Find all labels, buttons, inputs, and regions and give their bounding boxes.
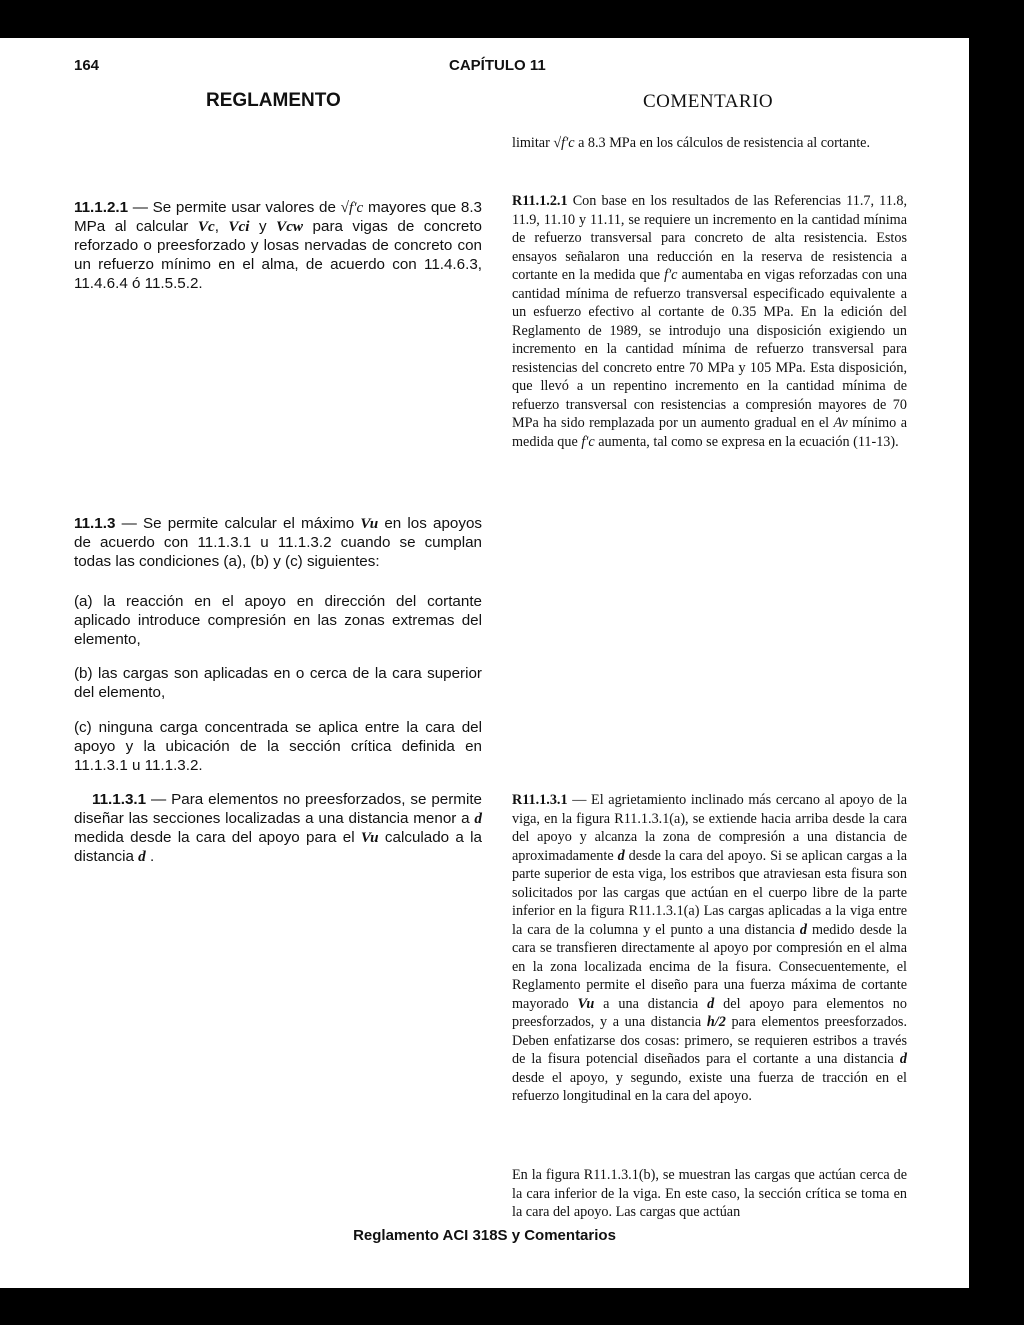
list-item-c: (c) ninguna carga concentrada se aplica entre la cara del apoyo y la ubicación de la sección crítica definida en 11.1.3.1 u 11.1.3.2.: [74, 719, 482, 774]
section-number: 11.1.3: [74, 515, 116, 532]
fc-symbol: f′c: [664, 267, 678, 283]
section-number: 11.1.3.1: [92, 791, 147, 808]
d-symbol: d: [617, 847, 625, 864]
vu-symbol: Vu: [360, 829, 379, 846]
commentary-r11-1-2-1: R11.1.2.1 Con base en los resultados de las Referencias 11.7, 11.8, 11.9, 11.10 y 11.11, se requiere un incremento en la cantidad mínima de refuerzo transversal para concreto de alta resistencia. Estos ensayos señalaron una reducción en la reserva de resistencia a cortante en la medida que f′c aumentaba en vigas reforzadas con una cantidad mínima de refuerzo transversal especificado equivalente a un esfuerzo efectivo al cortante de 0.35 MPa. En la edición del Reglamento de 1989, se introdujo una disposición exigiendo un incremento en la cantidad mínima de refuerzo transversal para resistencias del concreto entre 70 MPa y 105 MPa. Esta disposición, que llevó a un repentino incremento en la cantidad mínima de refuerzo transversal con resistencias a compresión mayores de 70 MPa ha sido remplazada por un aumento gradual en el Av mínimo a medida que f′c aumenta, tal como se expresa en la ecuación (11-13).: [512, 193, 907, 450]
column-heading-comentario: COMENTARIO: [643, 91, 774, 112]
vu-symbol: Vu: [360, 515, 379, 532]
section-number: R11.1.2.1: [512, 193, 568, 209]
commentary-last-paragraph: En la figura R11.1.3.1(b), se muestran las cargas que actúan cerca de la cara inferior de la viga. En este caso, la sección crítica se toma en la cara del apoyo. Las cargas que actúan: [512, 1167, 907, 1220]
fc-symbol: f′c: [581, 433, 595, 450]
d-symbol: d: [899, 1051, 907, 1067]
av-symbol: Av: [833, 415, 848, 431]
list-item-a: (a) la reacción en el apoyo en dirección del cortante aplicado introduce compresión en las zonas extremas del elemento,: [74, 593, 482, 648]
section-number: R11.1.3.1: [512, 792, 568, 808]
column-heading-reglamento: REGLAMENTO: [206, 90, 341, 111]
section-11-1-2-1: 11.1.2.1 — Se permite usar valores de √f′c mayores que 8.3 MPa al calcular Vc, Vci y Vcw para vigas de concreto reforzado o preesforzado y losas nervadas de concreto con un refuerzo mínimo en el alma, de acuerdo con 11.4.6.3, 11.4.6.4 ó 11.5.5.2.: [74, 199, 482, 292]
page-footer: Reglamento ACI 318S y Comentarios: [353, 1227, 616, 1244]
page-number: 164: [74, 57, 100, 74]
sqrt-fc-symbol: √f′c: [553, 135, 575, 151]
vcw-symbol: Vcw: [276, 218, 304, 235]
commentary-r11-1-3-1: R11.1.3.1 — El agrietamiento inclinado más cercano al apoyo de la viga, en la figura R11.1.3.1(a), se extiende hacia arriba desde la cara del apoyo y alcanza la zona de compresión a una distancia de aproximadamente d desde la cara del apoyo. Si se aplican cargas a la parte superior de esta viga, los estribos que atraviesan esta fisura son solicitados por las cargas que actúan en el cuerpo libre de la parte inferior en la figura R11.1.3.1(a) Las cargas aplicadas a la viga entre la cara de la columna y el punto a una distancia d medido desde la cara se transfieren directamente al apoyo por compresión en el alma en la zona localizada encima de la fisura. Consecuentemente, el Reglamento permite el diseño para una fuerza máxima de cortante mayorado Vu a una distancia d del apoyo para elementos no preesforzados, y a una distancia h/2 para elementos preesforzados. Deben enfatizarse dos cosas: primero, se requieren estribos a través de la fisura potencial diseñados para el cortante a una distancia d desde el apoyo, y segundo, existe una fuerza de tracción en el refuerzo longitudinal en la cara del apoyo.: [512, 792, 907, 1104]
h-half-symbol: h/2: [706, 1014, 726, 1030]
vc-symbol: Vc: [197, 218, 215, 235]
commentary-top: limitar √f′c a 8.3 MPa en los cálculos de resistencia al cortante.: [512, 135, 870, 151]
sqrt-fc-symbol: √f′c: [340, 199, 364, 216]
d-symbol: d: [707, 995, 715, 1012]
chapter-title: CAPÍTULO 11: [449, 57, 546, 74]
d-symbol: d: [138, 848, 146, 865]
vci-symbol: Vci: [228, 218, 250, 235]
list-item-b: (b) las cargas son aplicadas en o cerca de la cara superior del elemento,: [74, 665, 482, 701]
d-symbol: d: [799, 921, 807, 938]
vu-symbol: Vu: [577, 995, 595, 1012]
section-11-1-3: 11.1.3 — Se permite calcular el máximo Vu en los apoyos de acuerdo con 11.1.3.1 u 11.1.3.2 cuando se cumplan todas las condiciones (a), (b) y (c) siguientes:: [74, 515, 482, 570]
section-number: 11.1.2.1: [74, 199, 129, 216]
section-11-1-3-1: 11.1.3.1 — Para elementos no preesforzados, se permite diseñar las secciones localizadas a una distancia menor a d medida desde la cara del apoyo para el Vu calculado a la distancia d .: [74, 791, 482, 865]
document-page: [0, 38, 969, 1288]
d-symbol: d: [474, 810, 482, 827]
